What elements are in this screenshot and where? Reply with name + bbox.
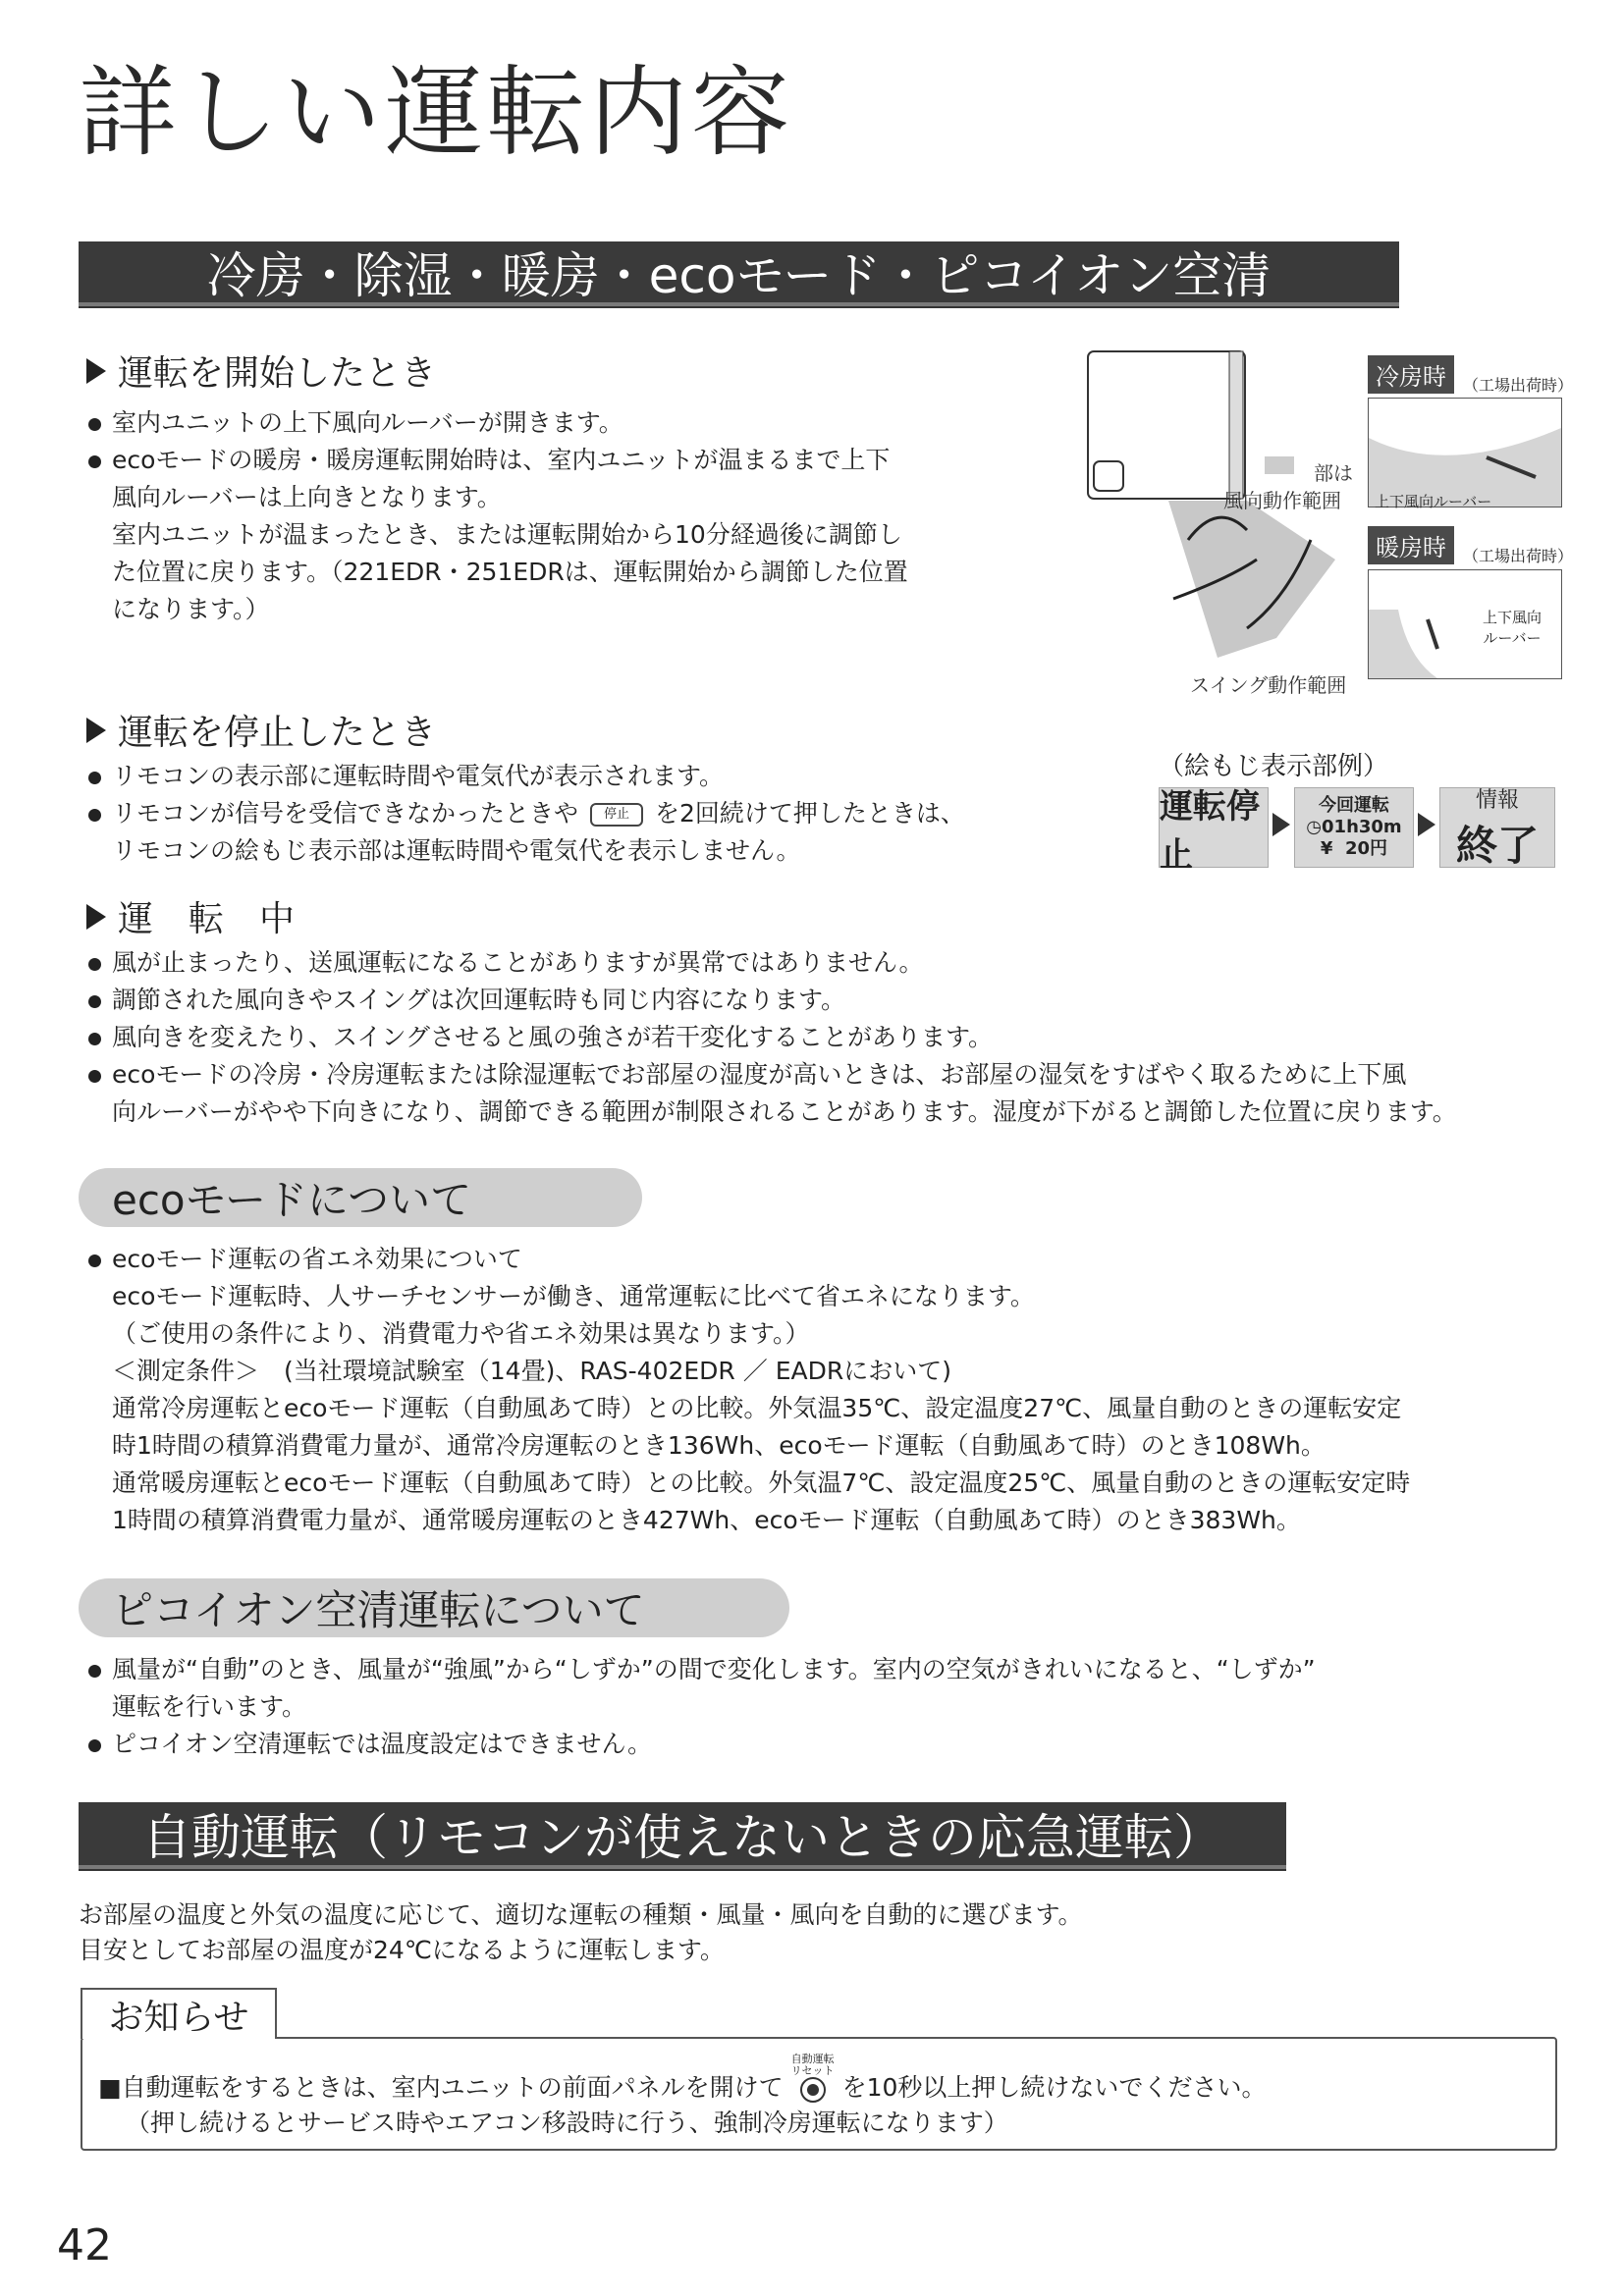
list-item-cont: になります。） [112, 595, 270, 623]
list-item: ecoモードの暖房・暖房運転開始時は、室内ユニットが温まるまで上下 [82, 442, 1055, 479]
page-number: 42 [57, 2220, 112, 2270]
lcd-panel-stop: 運転停止 [1159, 787, 1269, 868]
section-header-operation: 冷房・除湿・暖房・ecoモード・ピコイオン空清 [79, 241, 1399, 306]
eco-line: 時1時間の積算消費電力量が、通常冷房運転のとき136Wh、ecoモード運転（自動風あて時）のとき108Wh。 [112, 1431, 1326, 1460]
notice-text-b: を10秒以上押し続けないでください。 [841, 2073, 1267, 2102]
stop-list [82, 758, 1123, 870]
lcd-runtime-title: 今回運転 [1319, 795, 1389, 816]
subheading-running-label: 運 転 中 [118, 899, 296, 939]
list-item: 風向きを変えたり、スイングさせると風の強さが若干変化することがあります。 [82, 1019, 1565, 1056]
lcd-info-title: 情報 [1475, 787, 1519, 813]
stop-text-b: を2回続けて押したときは、 [654, 799, 965, 828]
list-item: 風量が“自動”のとき、風量が“強風”から“しずか”の間で変化します。室内の空気がきれいになると、“しずか” [82, 1651, 1565, 1688]
cooling-tag: 冷房時 [1368, 355, 1454, 394]
display-example-caption: （絵もじ表示部例） [1159, 752, 1389, 781]
notice-text-a: ■自動運転をするときは、室内ユニットの前面パネルを開けて [98, 2073, 784, 2102]
eco-bullet-title: ecoモード運転の省エネ効果について [82, 1241, 1575, 1278]
heating-tag: 暖房時 [1368, 526, 1454, 564]
clock-icon: ◷ [1306, 817, 1323, 837]
range-label-2: 風向動作範囲 [1223, 489, 1341, 512]
list-item: リモコンの表示部に運転時間や電気代が表示されます。 [82, 758, 1123, 795]
eco-line: ＜測定条件＞ (当社環境試験室（14畳)、RAS-402EDR ／ EADRにおいて) [112, 1357, 951, 1385]
triangle-icon [86, 358, 106, 384]
list-item: 風が止まったり、送風運転になることがありますが異常ではありません。 [82, 944, 1565, 982]
arrow-right-icon [1418, 813, 1435, 836]
subheading-running [86, 891, 295, 941]
list-item-cont: た位置に戻ります。（221EDR・251EDRは、運転開始から調節した位置 [112, 558, 908, 586]
notice-line-2: （押し続けるとサービス時やエアコン移設時に行う、強制冷房運転になります） [126, 2109, 1008, 2137]
section-header-auto: 自動運転（リモコンが使えないときの応急運転） [79, 1802, 1286, 1869]
divider [79, 1869, 1286, 1871]
triangle-icon [86, 904, 106, 930]
list-item-cont: 室内ユニットが温まったとき、または運転開始から10分経過後に調節し [112, 520, 902, 549]
range-label-1: 部は [1314, 461, 1353, 485]
eco-line: 1時間の積算消費電力量が、通常暖房運転のとき427Wh、ecoモード運転（自動風あて時）のとき383Wh。 [112, 1506, 1301, 1534]
section-header-eco: ecoモードについて [79, 1168, 642, 1227]
lcd-runtime-cost-row [1321, 838, 1387, 860]
list-item-cont: リモコンの絵もじ表示部は運転時間や電気代を表示しません。 [112, 836, 801, 865]
page-title: 詳しい運転内容 [79, 55, 793, 170]
auto-line-1: お部屋の温度と外気の温度に応じて、適切な運転の種類・風量・風向を自動的に選びます。 [79, 1900, 1083, 1929]
swing-range-label: スイング動作範囲 [1190, 673, 1347, 697]
eco-line: ecoモード運転時、人サーチセンサーが働き、通常運転に比べて省エネになります。 [112, 1282, 1035, 1310]
triangle-icon [86, 718, 106, 743]
divider [79, 306, 1399, 308]
list-item [82, 795, 1123, 832]
stop-text-a: リモコンが信号を受信できなかったときや [112, 799, 579, 828]
reset-button-label-1: 自動運転 [790, 2053, 835, 2065]
section-header-pico: ピコイオン空清運転について [79, 1578, 789, 1637]
eco-line: 通常暖房運転とecoモード運転（自動風あて時）との比較。外気温7℃、設定温度25℃、風量自動のときの運転安定時 [112, 1468, 1411, 1497]
circle-button-icon [800, 2077, 826, 2103]
reset-button-label-2: リセット [790, 2064, 835, 2077]
reset-button-icon [791, 2054, 835, 2103]
list-item-cont: 風向ルーバーは上向きとなります。 [112, 483, 502, 511]
lcd-info-main: 終了 [1455, 821, 1539, 870]
eco-content [82, 1241, 1575, 1539]
lcd-runtime-cost: 20円 [1345, 838, 1388, 859]
heating-louver-label-1: 上下風向 [1483, 609, 1543, 626]
list-item: ピコイオン空清運転では温度設定はできません。 [82, 1726, 1565, 1763]
lcd-runtime-time-row [1306, 817, 1401, 838]
subheading-stop-label: 運転を停止したとき [118, 713, 437, 753]
subheading-start [86, 346, 436, 396]
lcd-panel-info [1439, 787, 1555, 868]
arrow-right-icon [1272, 813, 1290, 836]
heating-louver-label-2: ルーバー [1483, 629, 1542, 647]
list-item: 室内ユニットの上下風向ルーバーが開きます。 [82, 404, 1055, 442]
lcd-yen: ¥ [1320, 838, 1333, 859]
list-item: ecoモードの冷房・冷房運転または除湿運転でお部屋の湿度が高いときは、お部屋の湿気をすばやく取るために上下風 [82, 1056, 1565, 1094]
subheading-start-label: 運転を開始したとき [118, 353, 437, 394]
cooling-louver-label: 上下風向ルーバー [1375, 493, 1492, 510]
list-item-cont: 運転を行います。 [112, 1692, 307, 1721]
subheading-stop [86, 705, 436, 755]
start-list [82, 404, 1055, 628]
eco-line: 通常冷房運転とecoモード運転（自動風あて時）との比較。外気温35℃、設定温度27℃、風量自動のときの運転安定 [112, 1394, 1402, 1422]
running-list [82, 944, 1565, 1131]
heating-note: （工場出荷時） [1463, 547, 1574, 565]
auto-line-2: 目安としてお部屋の温度が24℃になるように運転します。 [79, 1936, 725, 1964]
notice-tab: お知らせ [81, 1988, 277, 2039]
list-item: 調節された風向きやスイングは次回運転時も同じ内容になります。 [82, 982, 1565, 1019]
lcd-panel-runtime [1294, 787, 1414, 868]
stop-button-icon: 停止 [590, 803, 643, 827]
eco-line: （ご使用の条件により、消費電力や省エネ効果は異なります。） [112, 1319, 810, 1348]
cooling-note: （工場出荷時） [1463, 376, 1574, 395]
pico-list [82, 1651, 1565, 1763]
heating-louver-label [1483, 607, 1542, 648]
lcd-runtime-time: 01h30m [1322, 817, 1402, 837]
list-item-cont: 向ルーバーがやや下向きになり、調節できる範囲が制限されることがあります。湿度が下がると調節した位置に戻ります。 [112, 1097, 1457, 1126]
